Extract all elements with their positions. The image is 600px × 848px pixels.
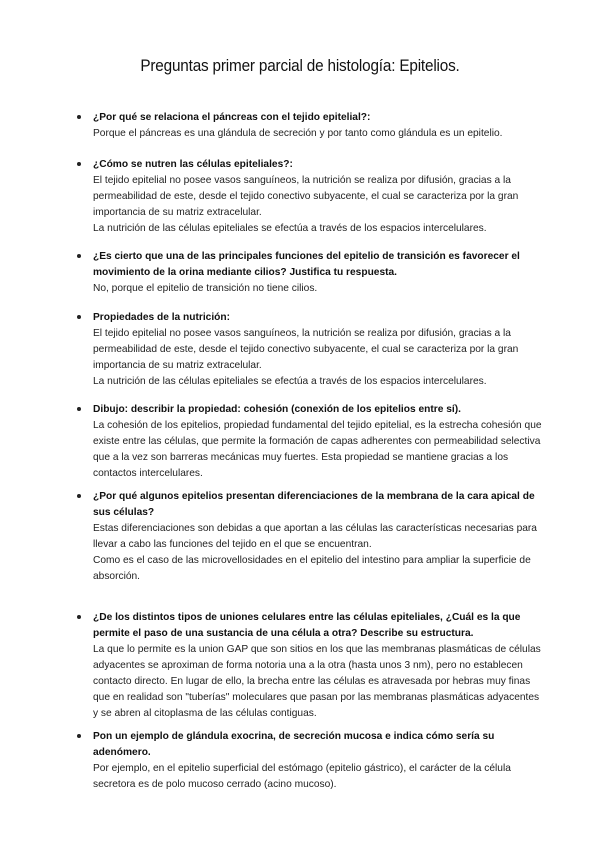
answer-paragraph: No, porque el epitelio de transición no tiene cilios.	[93, 283, 318, 294]
answer-text	[93, 126, 547, 142]
bullet-icon	[77, 315, 81, 319]
answer-text	[93, 418, 547, 482]
qa-item-glandula-exocrina	[77, 729, 547, 793]
answer-paragraph: La nutrición de las células epiteliales se efectúa a través de los espacios intercelulares.	[93, 376, 487, 387]
answer-paragraph: La cohesión de los epitelios, propiedad fundamental del tejido epitelial, es la estrecha cohesión que existe entre las células, que permite la formación de capas adherentes con permeabilidad selectiva que a la vez son barreras mecánicas muy fuertes. Esta propiedad se mantiene gracias a los contactos intercelulares.	[93, 420, 542, 479]
answer-paragraph: El tejido epitelial no posee vasos sanguíneos, la nutrición se realiza por difusión, gracias a la permeabilidad de este, desde el tejido conectivo subyacente, el cual se caracteriza por la gran importancia de su matriz extracelular.	[93, 175, 519, 218]
qa-item-pancreas	[77, 110, 547, 142]
question-text: ¿Por qué algunos epitelios presentan diferenciaciones de la membrana de la cara apical de sus células?	[93, 491, 535, 518]
answer-paragraph: El tejido epitelial no posee vasos sanguíneos, la nutrición se realiza por difusión, gracias a la permeabilidad de este, desde el tejido conectivo subyacente, el cual se caracteriza por la gran importancia de su matriz extracelular.	[93, 328, 519, 371]
bullet-icon	[77, 615, 81, 619]
answer-paragraph: Estas diferenciaciones son debidas a que aportan a las células las características necesarias para llevar a cabo las funciones del tejido en el que se encuentran.	[93, 523, 537, 550]
question-text: Dibujo: describir la propiedad: cohesión (conexión de los epitelios entre sí).	[93, 404, 461, 415]
bullet-icon	[77, 407, 81, 411]
answer-text	[93, 521, 547, 585]
bullet-icon	[77, 494, 81, 498]
answer-paragraph: Como es el caso de las microvellosidades en el epitelio del intestino para ampliar la superficie de absorción.	[93, 555, 531, 582]
answer-paragraph: La que lo permite es la union GAP que son sitios en los que las membranas plasmáticas de células adyacentes se aproximan de forma notoria una a la otra (hasta unos 3 nm), pero no establecen contacto directo. En lugar de ello, la brecha entre las células es atravesada por hebras muy finas que en realidad son "tuberías" moleculares que pasan por las membranas plasmáticas adyacentes y se abren al citoplasma de las células contiguas.	[93, 644, 541, 719]
qa-item-propiedades-nutricion	[77, 310, 547, 390]
bullet-icon	[77, 162, 81, 166]
bullet-icon	[77, 115, 81, 119]
question-text: ¿De los distintos tipos de uniones celulares entre las células epiteliales, ¿Cuál es la que permite el paso de una sustancia de una célula a otra? Describe su estructura.	[93, 612, 521, 639]
question-text: Propiedades de la nutrición:	[93, 312, 230, 323]
bullet-icon	[77, 254, 81, 258]
answer-text	[93, 761, 547, 793]
question-text: ¿Cómo se nutren las células epiteliales?:	[93, 159, 293, 170]
question-text: Pon un ejemplo de glándula exocrina, de secreción mucosa e indica cómo sería su adenómero.	[93, 731, 495, 758]
answer-text	[93, 642, 547, 722]
answer-text	[93, 326, 547, 390]
answer-paragraph: La nutrición de las células epiteliales se efectúa a través de los espacios intercelulares.	[93, 223, 487, 234]
bullet-icon	[77, 734, 81, 738]
qa-item-cohesion	[77, 402, 547, 482]
document-title: Preguntas primer parcial de histología: Epitelios.	[140, 56, 460, 75]
qa-item-epitelio-transicion	[77, 249, 547, 297]
answer-text	[93, 281, 547, 297]
question-text: ¿Por qué se relaciona el páncreas con el tejido epitelial?:	[93, 112, 371, 123]
qa-item-uniones-celulares	[77, 610, 547, 722]
qa-item-nutricion-celulas	[77, 157, 547, 237]
qa-item-diferenciaciones-apicales	[77, 489, 547, 585]
question-text: ¿Es cierto que una de las principales funciones del epitelio de transición es favorecer el movimiento de la orina mediante cilios? Justifica tu respuesta.	[93, 251, 520, 278]
answer-text	[93, 173, 547, 237]
answer-paragraph: Por ejemplo, en el epitelio superficial del estómago (epitelio gástrico), el carácter de la célula secretora es de polo mucoso cerrado (acino mucoso).	[93, 763, 511, 790]
answer-paragraph: Porque el páncreas es una glándula de secreción y por tanto como glándula es un epitelio.	[93, 128, 503, 139]
